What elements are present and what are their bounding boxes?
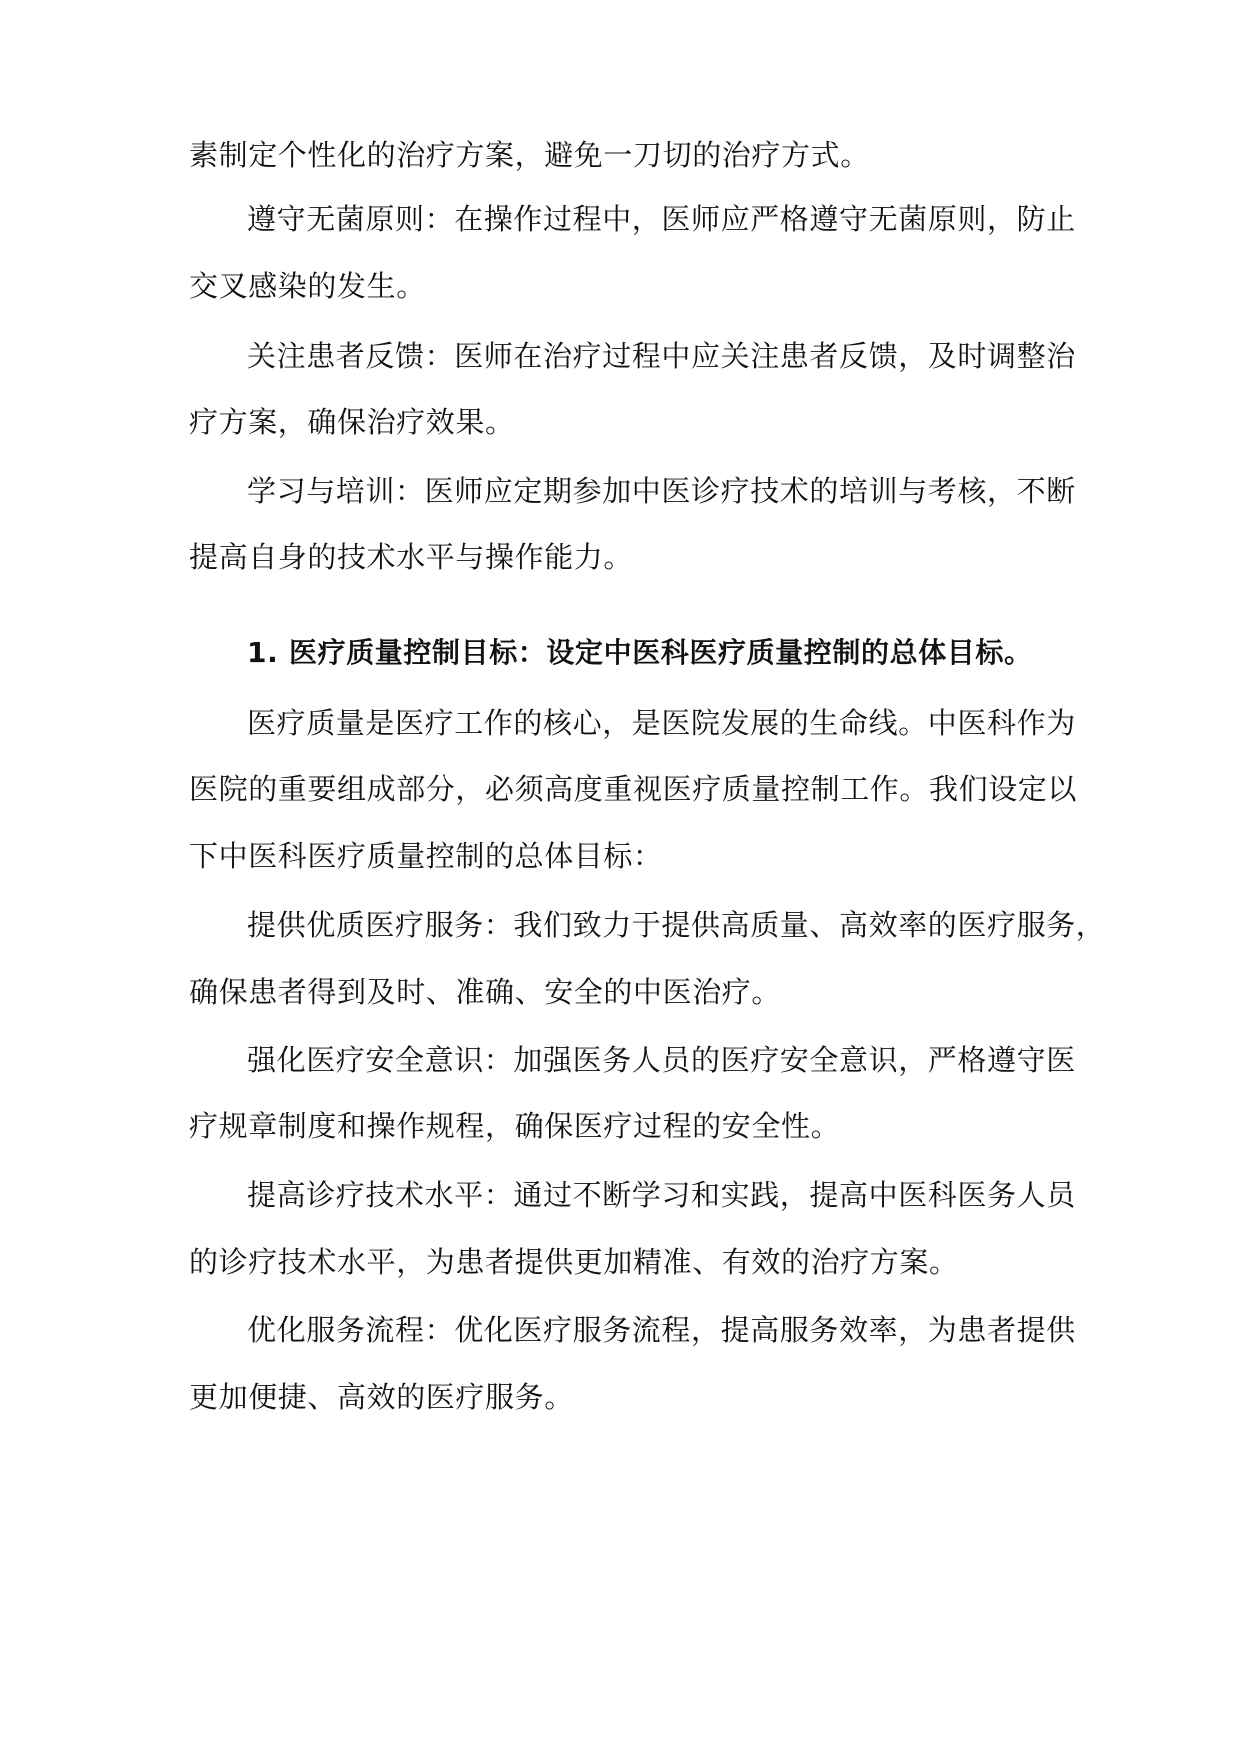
heading-text: 医疗质量控制目标：设定中医科医疗质量控制的总体目标。 (289, 636, 1033, 669)
text-line: 医院的重要组成部分，必须高度重视医疗质量控制工作。我们设定以 (189, 772, 1078, 806)
text-line: 提高诊疗技术水平：通过不断学习和实践，提高中医科医务人员 (247, 1178, 1076, 1212)
text-line: 强化医疗安全意识：加强医务人员的医疗安全意识，严格遵守医 (247, 1043, 1076, 1077)
text-line: 关注患者反馈：医师在治疗过程中应关注患者反馈，及时调整治 (247, 339, 1076, 373)
text-line: 提供优质医疗服务：我们致力于提供高质量、高效率的医疗服务， (247, 908, 1106, 942)
text-line: 遵守无菌原则：在操作过程中，医师应严格遵守无菌原则，防止 (247, 202, 1076, 236)
heading-number: 1. (247, 636, 279, 669)
text-line: 提高自身的技术水平与操作能力。 (189, 540, 634, 574)
text-line: 学习与培训：医师应定期参加中医诊疗技术的培训与考核，不断 (247, 474, 1076, 508)
section-heading (247, 632, 1127, 674)
text-line: 更加便捷、高效的医疗服务。 (189, 1380, 574, 1414)
text-line: 疗规章制度和操作规程，确保医疗过程的安全性。 (189, 1109, 841, 1143)
text-line: 优化服务流程：优化医疗服务流程，提高服务效率，为患者提供 (247, 1313, 1076, 1347)
text-line: 素制定个性化的治疗方案，避免一刀切的治疗方式。 (189, 138, 870, 172)
text-line: 医疗质量是医疗工作的核心，是医院发展的生命线。中医科作为 (247, 706, 1076, 740)
text-line: 疗方案，确保治疗效果。 (189, 405, 515, 439)
text-line: 的诊疗技术水平，为患者提供更加精准、有效的治疗方案。 (189, 1245, 959, 1279)
text-line: 交叉感染的发生。 (189, 269, 426, 303)
text-line: 下中医科医疗质量控制的总体目标： (189, 839, 663, 873)
text-line: 确保患者得到及时、准确、安全的中医治疗。 (189, 975, 782, 1009)
